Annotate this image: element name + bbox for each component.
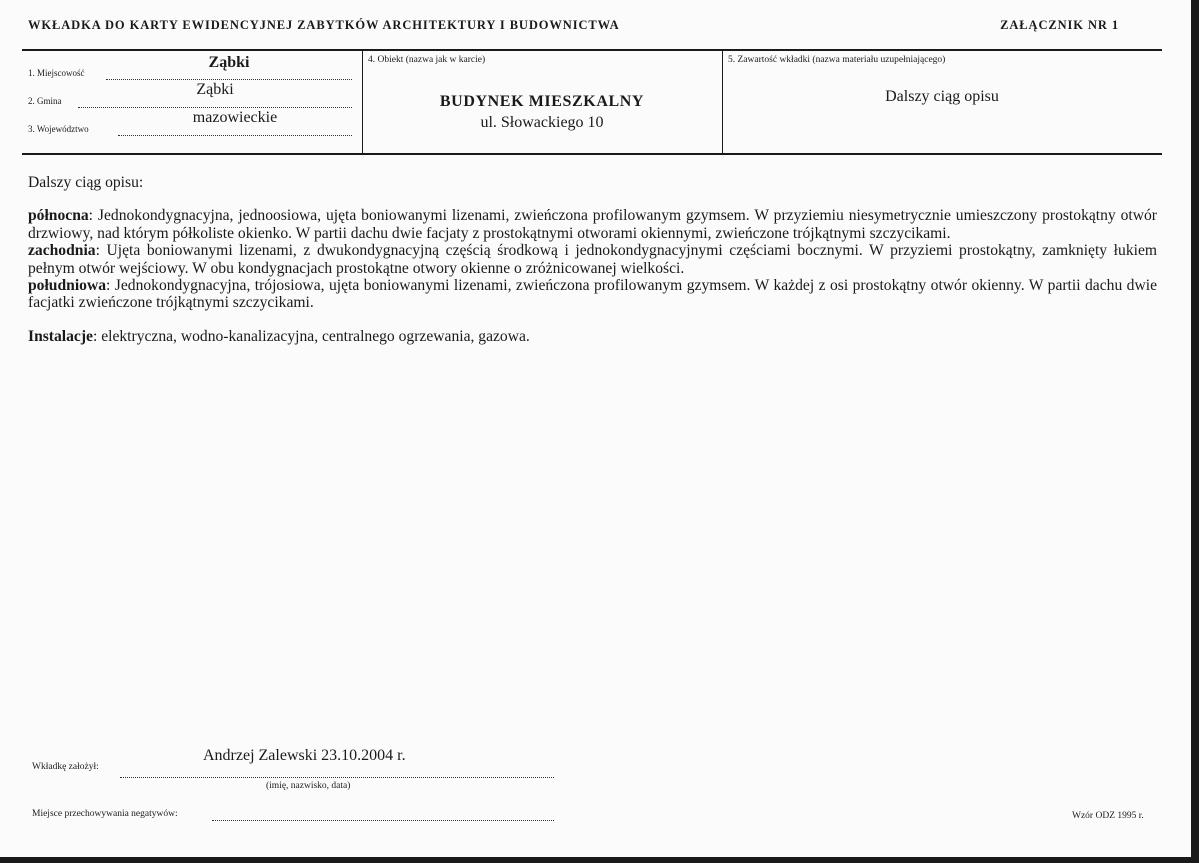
object-name: BUDYNEK MIESZKALNY [439,93,645,110]
west-facade-label: zachodnia [28,242,96,260]
commune-value: Ząbki [196,81,234,98]
object-label: 4. Obiekt (nazwa jak w karcie) [368,55,486,65]
town-value: Ząbki [208,54,250,71]
south-facade-paragraph [28,277,1157,312]
author-label: Wkładkę założył: [32,762,99,772]
object-address: ul. Słowackiego 10 [480,114,604,131]
installations-text: : elektryczna, wodno-kanalizacyjna, centralnego ogrzewania, gazowa. [92,327,530,345]
author-value: Andrzej Zalewski 23.10.2004 r. [203,747,406,764]
voivodeship-line [118,135,352,136]
form-title: WKŁADKA DO KARTY EWIDENCYJNEJ ZABYTKÓW ARCHITEKTURY I BUDOWNICTWA [28,18,620,32]
commune-label: 2. Gmina [28,96,62,106]
west-facade-text: : Ujęta boniowanymi lizenami, z dwukondygnacyjną częścią środkową i jednokondygnacyjnymi częściami bocznymi. W przyziemi prostokątny, zamknięty łukiem pełnym otwór wejściowy. W obu kondygnacjach prostokątne otwory okienne o zróżnicowanej wielkości. [28,242,1157,277]
north-facade-text: : Jednokondygnacyjna, jednoosiowa, ujęta boniowanymi lizenami, zwieńczona profilowanym gzymsem. W przyziemiu niesymetrycznie umieszczony prostokątny otwór drzwiowy, nad którym półkoliste okienko. W partii dachu dwie facjaty z prostokątnymi otworami okiennymi, zwieńczone trójkątnymi szczycikami. [28,207,1157,242]
south-facade-label: południowa [28,277,107,295]
description-body [28,174,1157,345]
commune-line [78,107,352,108]
contents-value: Dalszy ciąg opisu [885,88,999,105]
contents-label: 5. Zawartość wkładki (nazwa materiału uzupełniającego) [728,55,946,65]
north-facade-label: północna [28,207,89,225]
town-label: 1. Miejscowość [28,68,85,78]
author-hint: (imię, nazwisko, data) [266,781,351,791]
town-line [106,79,352,80]
identification-box [22,49,1162,155]
negatives-line [212,820,554,821]
voivodeship-value: mazowieckie [192,109,278,126]
north-facade-paragraph [28,207,1157,242]
installations-label: Instalacje [28,327,93,345]
author-line [120,777,554,778]
annex-number: ZAŁĄCZNIK NR 1 [1000,18,1119,32]
south-facade-text: : Jednokondygnacyjna, trójosiowa, ujęta boniowanymi lizenami, zwieńczona profilowanym gzymsem. W każdej z osi prostokątny otwór okienny. W partii dachu dwie facjatki zwieńczone trójkątnymi szczycikami. [28,277,1157,312]
installations-paragraph [28,328,1157,345]
negatives-label: Miejsce przechowywania negatywów: [32,809,178,819]
west-facade-paragraph [28,242,1157,277]
form-reference: Wzór ODZ 1995 r. [1072,811,1144,821]
voivodeship-label: 3. Województwo [28,124,89,134]
description-intro: Dalszy ciąg opisu: [28,174,144,191]
